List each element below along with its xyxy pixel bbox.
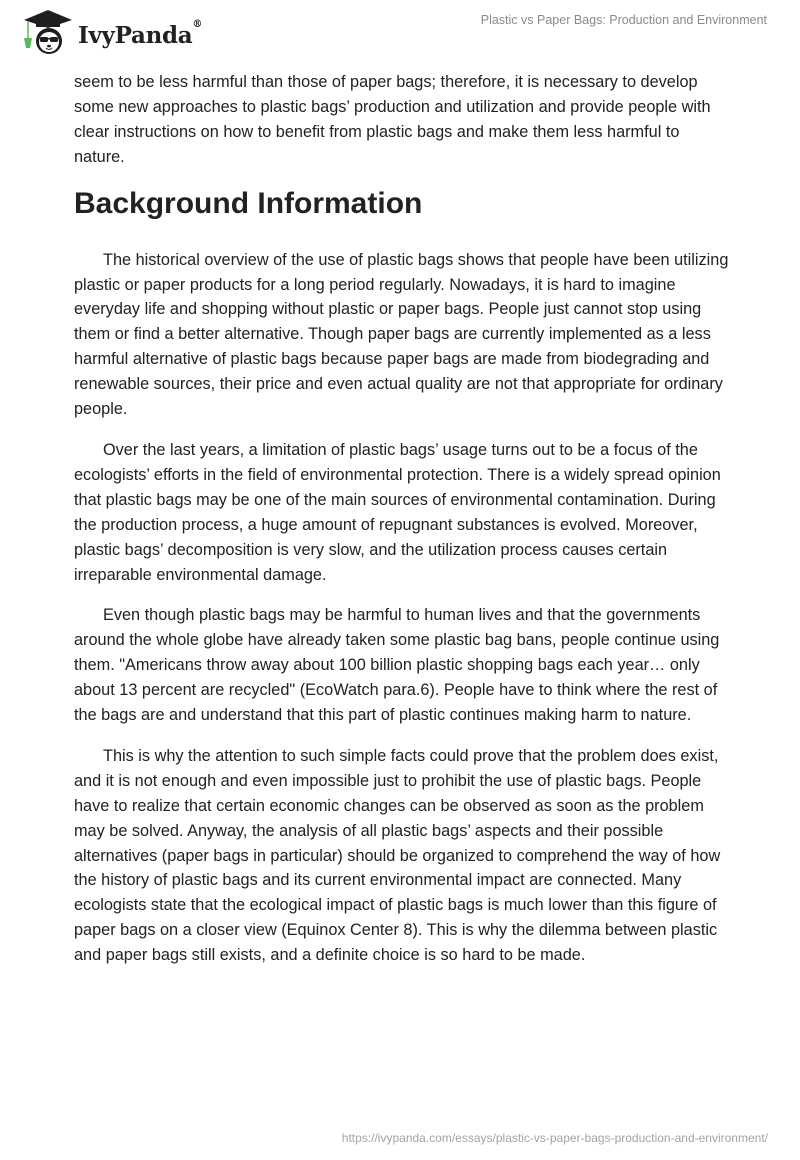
paragraph: Even though plastic bags may be harmful to human lives and that the governments around the whole globe have already taken some plastic bag bans, people continue using them. "Americans throw away about 100 billion plastic shopping bags each year… only about 13 percent are recycled" (EcoWatch para.6). People have to think where the rest of the bags are and understand that this part of plastic continues making harm to nature. — [74, 606, 720, 725]
source-url-link[interactable]: https://ivypanda.com/essays/plastic-vs-paper-bags-production-and-environment/ — [341, 1131, 768, 1145]
panda-graduate-icon — [18, 8, 74, 56]
ivypanda-logo[interactable] — [18, 8, 202, 56]
intro-paragraph-fragment: seem to be less harmful than those of paper bags; therefore, it is necessary to develop some new approaches to plastic bags’ production and utilization and provide people with clear instructions on how to benefit from plastic bags and make them less harmful to nature. — [74, 73, 711, 166]
article-body — [74, 70, 734, 984]
paragraph: The historical overview of the use of plastic bags shows that people have been utilizing plastic or paper products for a long period regularly. Nowadays, it is hard to imagine everyday life and shopping without plastic or paper bags. People just cannot stop using them or find a better alternative. Though paper bags are currently implemented as a less harmful alternative of plastic bags because paper bags are made from biodegrading and renewable sources, their price and even actual quality are not that appropriate for ordinary people. — [74, 250, 729, 419]
page-header — [0, 0, 800, 60]
document-title: Plastic vs Paper Bags: Production and Environment — [480, 13, 767, 27]
section-heading: Background Information — [74, 186, 423, 220]
paragraph: Over the last years, a limitation of plastic bags’ usage turns out to be a focus of the ecologists’ efforts in the field of environmental protection. There is a widely spread opinion that plastic bags may be one of the main sources of environmental contamination. During the production process, a huge amount of repugnant substances is evolved. Moreover, plastic bags’ decomposition is very slow, and the utilization process causes certain irreparable environmental damage. — [74, 440, 721, 584]
logo-wordmark: IvyPanda® — [78, 18, 203, 49]
paragraph: This is why the attention to such simple facts could prove that the problem does exist, and it is not enough and even impossible just to prohibit the use of plastic bags. People have to realize that certain economic changes can be observed as soon as the problem may be solved. Anyway, the analysis of all plastic bags’ aspects and their possible alternatives (paper bags in particular) should be organized to comprehend the way of how the history of plastic bags and its current environmental impact are connected. Many ecologists state that the ecological impact of plastic bags is much lower than this figure of paper bags on a closer view (Equinox Center 8). This is why the dilemma between plastic and paper bags still exists, and a definite choice is so hard to be made. — [74, 746, 721, 965]
